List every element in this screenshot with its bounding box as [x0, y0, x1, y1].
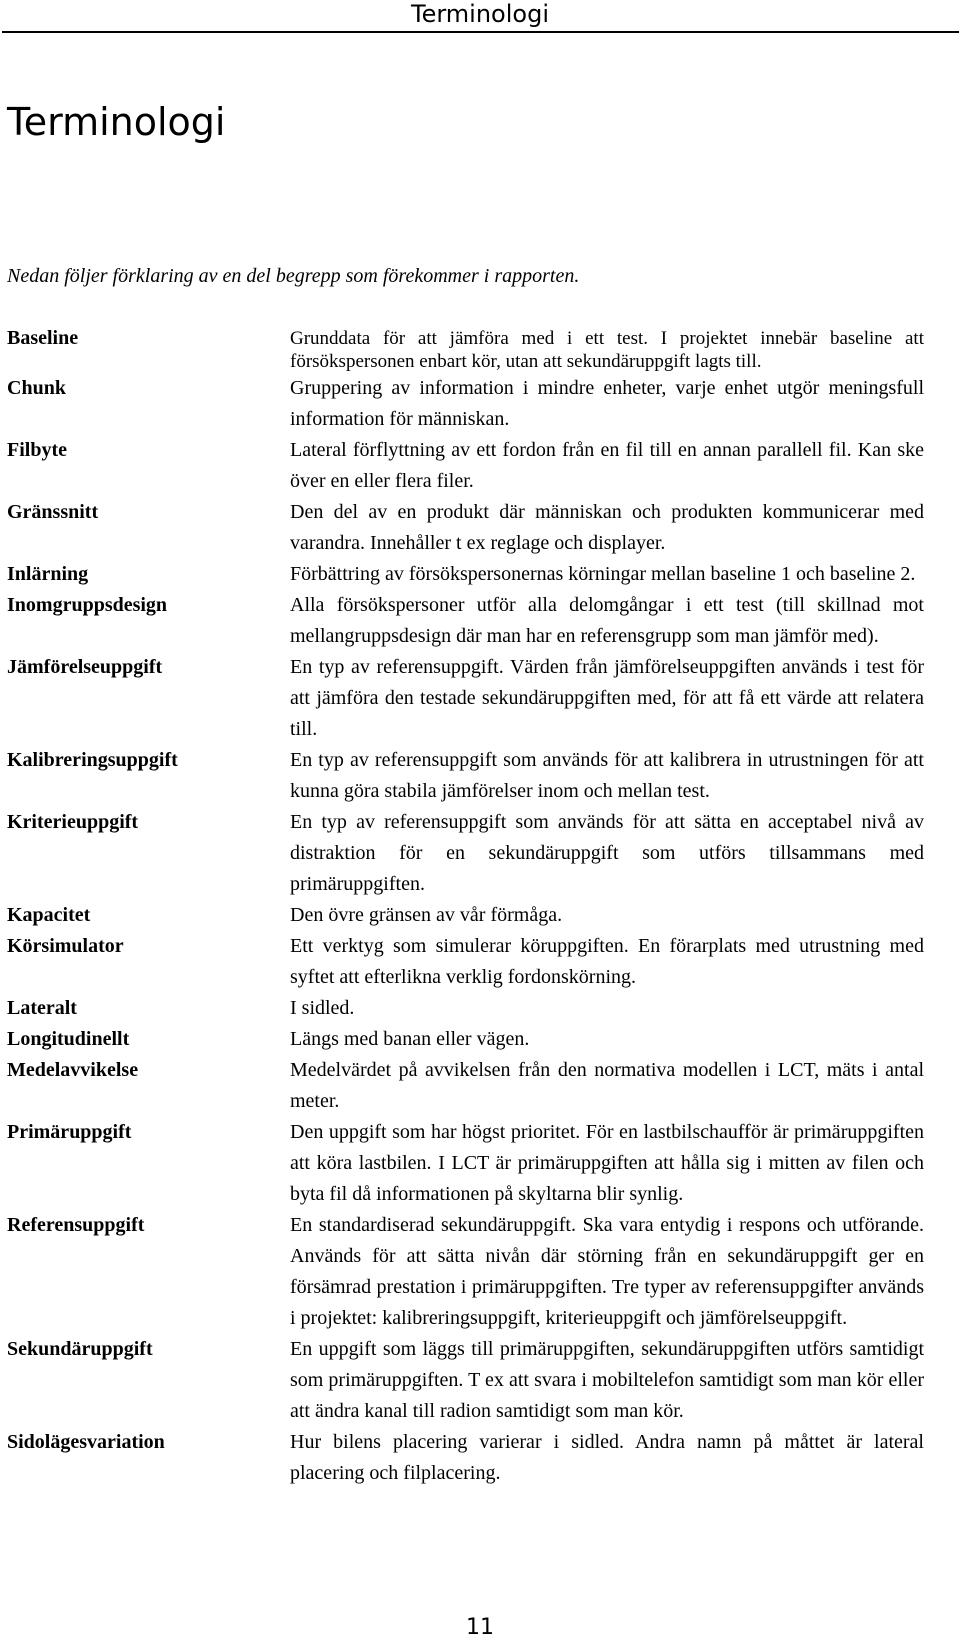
glossary-term: Sidolägesvariation — [7, 1431, 165, 1453]
glossary-term: Referensuppgift — [7, 1214, 145, 1236]
running-header: Terminologi — [411, 0, 549, 28]
glossary-definition: En typ av referensuppgift som används för att kalibrera in utrustningen för att kunna göra stabila jämförelser inom och mellan test. — [290, 749, 924, 802]
glossary-term: Longitudinellt — [7, 1028, 130, 1050]
glossary-term: Jämförelseuppgift — [7, 656, 163, 678]
glossary-entry — [7, 1427, 957, 1489]
glossary-definition: En typ av referensuppgift som används för att sätta en acceptabel nivå av distraktion för en sekundäruppgift som utförs tillsammans med primäruppgiften. — [290, 811, 924, 895]
glossary-definition: En uppgift som läggs till primäruppgiften, sekundäruppgiften utförs samtidigt som primäruppgiften. T ex att svara i mobiltelefon samtidigt som man kör eller att ändra kanal till radion samtidigt som man kör. — [290, 1338, 924, 1422]
glossary-list — [7, 323, 957, 1489]
page-title: Terminologi — [7, 100, 226, 144]
glossary-entry — [7, 652, 957, 745]
glossary-term: Kalibreringsuppgift — [7, 749, 178, 771]
glossary-entry — [7, 497, 957, 559]
page-number: 11 — [466, 1615, 494, 1640]
glossary-definition: Grunddata för att jämföra med i ett test. I projektet innebär baseline att försökspersonen enbart kör, utan att sekundäruppgift lagts till. — [290, 328, 924, 372]
glossary-definition: Hur bilens placering varierar i sidled. Andra namn på måttet är lateral placering och filplacering. — [290, 1431, 924, 1484]
glossary-definition: Alla försökspersoner utför alla delomgångar i ett test (till skillnad mot mellangruppsdesign där man har en referensgrupp som man jämför med). — [290, 594, 924, 647]
glossary-entry — [7, 323, 957, 373]
header-divider — [2, 31, 959, 33]
glossary-entry — [7, 373, 957, 435]
glossary-entry — [7, 1210, 957, 1334]
intro-text: Nedan följer förklaring av en del begrepp som förekommer i rapporten. — [7, 265, 580, 287]
glossary-entry — [7, 900, 957, 931]
glossary-term: Kriterieuppgift — [7, 811, 139, 833]
glossary-entry — [7, 1334, 957, 1427]
glossary-entry — [7, 931, 957, 993]
glossary-term: Inomgruppsdesign — [7, 594, 168, 616]
glossary-term: Filbyte — [7, 439, 67, 461]
glossary-definition: Medelvärdet på avvikelsen från den normativa modellen i LCT, mäts i antal meter. — [290, 1059, 924, 1112]
glossary-definition: Längs med banan eller vägen. — [290, 1028, 530, 1050]
glossary-definition: I sidled. — [290, 997, 355, 1019]
glossary-definition: En typ av referensuppgift. Värden från jämförelseuppgiften används i test för att jämföra den testade sekundäruppgiften med, för att få ett värde att relatera till. — [290, 656, 924, 740]
glossary-entry — [7, 745, 957, 807]
glossary-entry — [7, 993, 957, 1024]
glossary-entry — [7, 1055, 957, 1117]
glossary-definition: Ett verktyg som simulerar köruppgiften. En förarplats med utrustning med syftet att efterlikna verklig fordonskörning. — [290, 935, 924, 988]
glossary-term: Kapacitet — [7, 904, 91, 926]
glossary-term: Inlärning — [7, 563, 89, 585]
glossary-term: Gränssnitt — [7, 501, 99, 523]
glossary-definition: Den del av en produkt där människan och produkten kommunicerar med varandra. Innehåller t ex reglage och displayer. — [290, 501, 924, 554]
glossary-term: Medelavvikelse — [7, 1059, 139, 1081]
glossary-definition: Den övre gränsen av vår förmåga. — [290, 904, 563, 926]
glossary-definition: Den uppgift som har högst prioritet. För en lastbilschaufför är primäruppgiften att köra lastbilen. I LCT är primäruppgiften att hålla sig i mitten av filen och byta fil då informationen på skyltarna blir synlig. — [290, 1121, 924, 1205]
glossary-entry — [7, 1117, 957, 1210]
glossary-term: Baseline — [7, 327, 79, 349]
glossary-term: Chunk — [7, 377, 66, 399]
glossary-term: Körsimulator — [7, 935, 124, 957]
glossary-entry — [7, 807, 957, 900]
glossary-term: Lateralt — [7, 997, 77, 1019]
glossary-definition: En standardiserad sekundäruppgift. Ska vara entydig i respons och utförande. Används för att sätta nivån där störning från en sekundäruppgift ger en försämrad prestation i primäruppgiften. Tre typer av referensuppgifter används i projektet: kalibreringsuppgift, kriterieuppgift och jämförelseuppgift. — [290, 1214, 924, 1329]
glossary-entry — [7, 1024, 957, 1055]
glossary-term: Sekundäruppgift — [7, 1338, 153, 1360]
glossary-definition: Lateral förflyttning av ett fordon från en fil till en annan parallell fil. Kan ske över en eller flera filer. — [290, 439, 924, 492]
glossary-entry — [7, 559, 957, 590]
glossary-entry — [7, 590, 957, 652]
glossary-definition: Gruppering av information i mindre enheter, varje enhet utgör meningsfull information för människan. — [290, 377, 924, 430]
glossary-entry — [7, 435, 957, 497]
glossary-definition: Förbättring av försökspersonernas körningar mellan baseline 1 och baseline 2. — [290, 563, 916, 585]
glossary-term: Primäruppgift — [7, 1121, 132, 1143]
